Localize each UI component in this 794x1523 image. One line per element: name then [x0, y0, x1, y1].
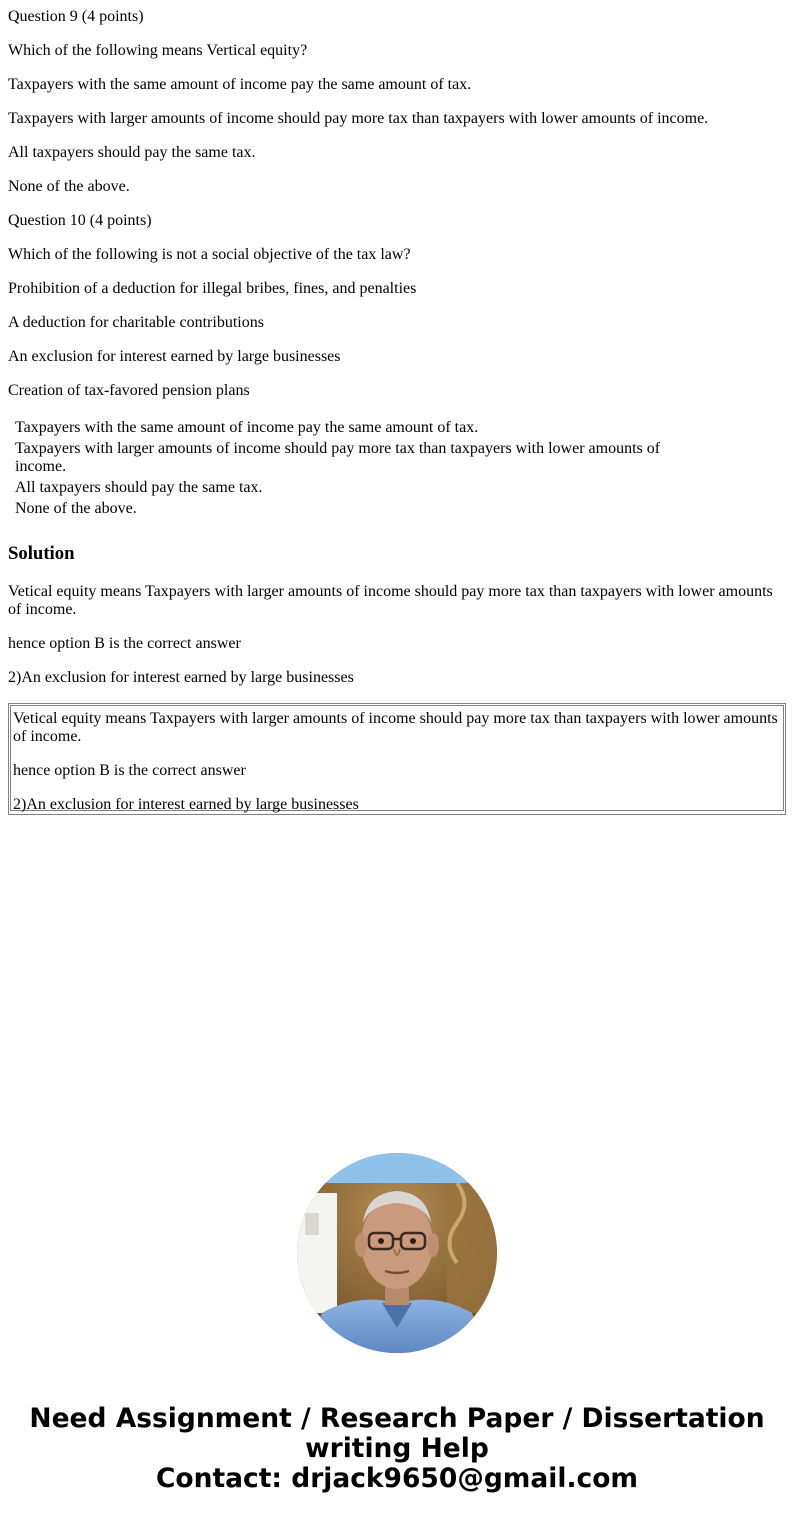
- repeated-option-d: None of the above.: [15, 500, 137, 517]
- question-9-option-b: Taxpayers with larger amounts of income should pay more tax than taxpayers with lower amounts of income.: [8, 110, 709, 127]
- banner-contact: Contact: drjack9650@gmail.com: [155, 1463, 639, 1494]
- question-9-option-d: None of the above.: [8, 178, 130, 195]
- question-9-option-c: All taxpayers should pay the same tax.: [8, 144, 256, 161]
- question-10-option-b: A deduction for charitable contributions: [8, 314, 264, 331]
- question-9-header: Question 9 (4 points): [8, 8, 144, 25]
- question-9-option-a: Taxpayers with the same amount of income pay the same amount of tax.: [8, 76, 472, 93]
- banner-line-1: Need Assignment / Research Paper / Dissertation: [29, 1403, 765, 1434]
- question-9-prompt: Which of the following means Vertical equity?: [8, 42, 308, 59]
- answer-box-paragraph-1: Vetical equity means Taxpayers with larger amounts of income should pay more tax than taxpayers with lower amounts of income.: [13, 710, 778, 745]
- repeated-option-c: All taxpayers should pay the same tax.: [15, 479, 263, 496]
- repeated-option-b: Taxpayers with larger amounts of income should pay more tax than taxpayers with lower amounts of income.: [15, 440, 661, 475]
- author-avatar: [297, 1153, 497, 1353]
- question-10-option-a: Prohibition of a deduction for illegal bribes, fines, and penalties: [8, 280, 417, 297]
- question-10-option-c: An exclusion for interest earned by large businesses: [8, 348, 341, 365]
- answer-box-paragraph-3: 2)An exclusion for interest earned by large businesses: [13, 796, 359, 813]
- repeated-option-a: Taxpayers with the same amount of income pay the same amount of tax.: [15, 419, 479, 436]
- solution-paragraph-3: 2)An exclusion for interest earned by large businesses: [8, 669, 354, 686]
- banner-line-2: writing Help: [305, 1433, 489, 1464]
- solution-paragraph-1: Vetical equity means Taxpayers with larger amounts of income should pay more tax than taxpayers with lower amounts of income.: [8, 583, 773, 618]
- answer-box-cell: [10, 705, 784, 811]
- question-10-option-d: Creation of tax-favored pension plans: [8, 382, 250, 399]
- repeated-options-list: [15, 419, 680, 521]
- author-portrait-icon: [297, 1153, 497, 1353]
- solution-heading: Solution: [8, 543, 75, 564]
- answer-box-paragraph-2: hence option B is the correct answer: [13, 762, 246, 779]
- question-10-prompt: Which of the following is not a social objective of the tax law?: [8, 246, 411, 263]
- answer-box: [8, 703, 786, 815]
- solution-paragraph-2: hence option B is the correct answer: [8, 635, 241, 652]
- question-10-header: Question 10 (4 points): [8, 212, 152, 229]
